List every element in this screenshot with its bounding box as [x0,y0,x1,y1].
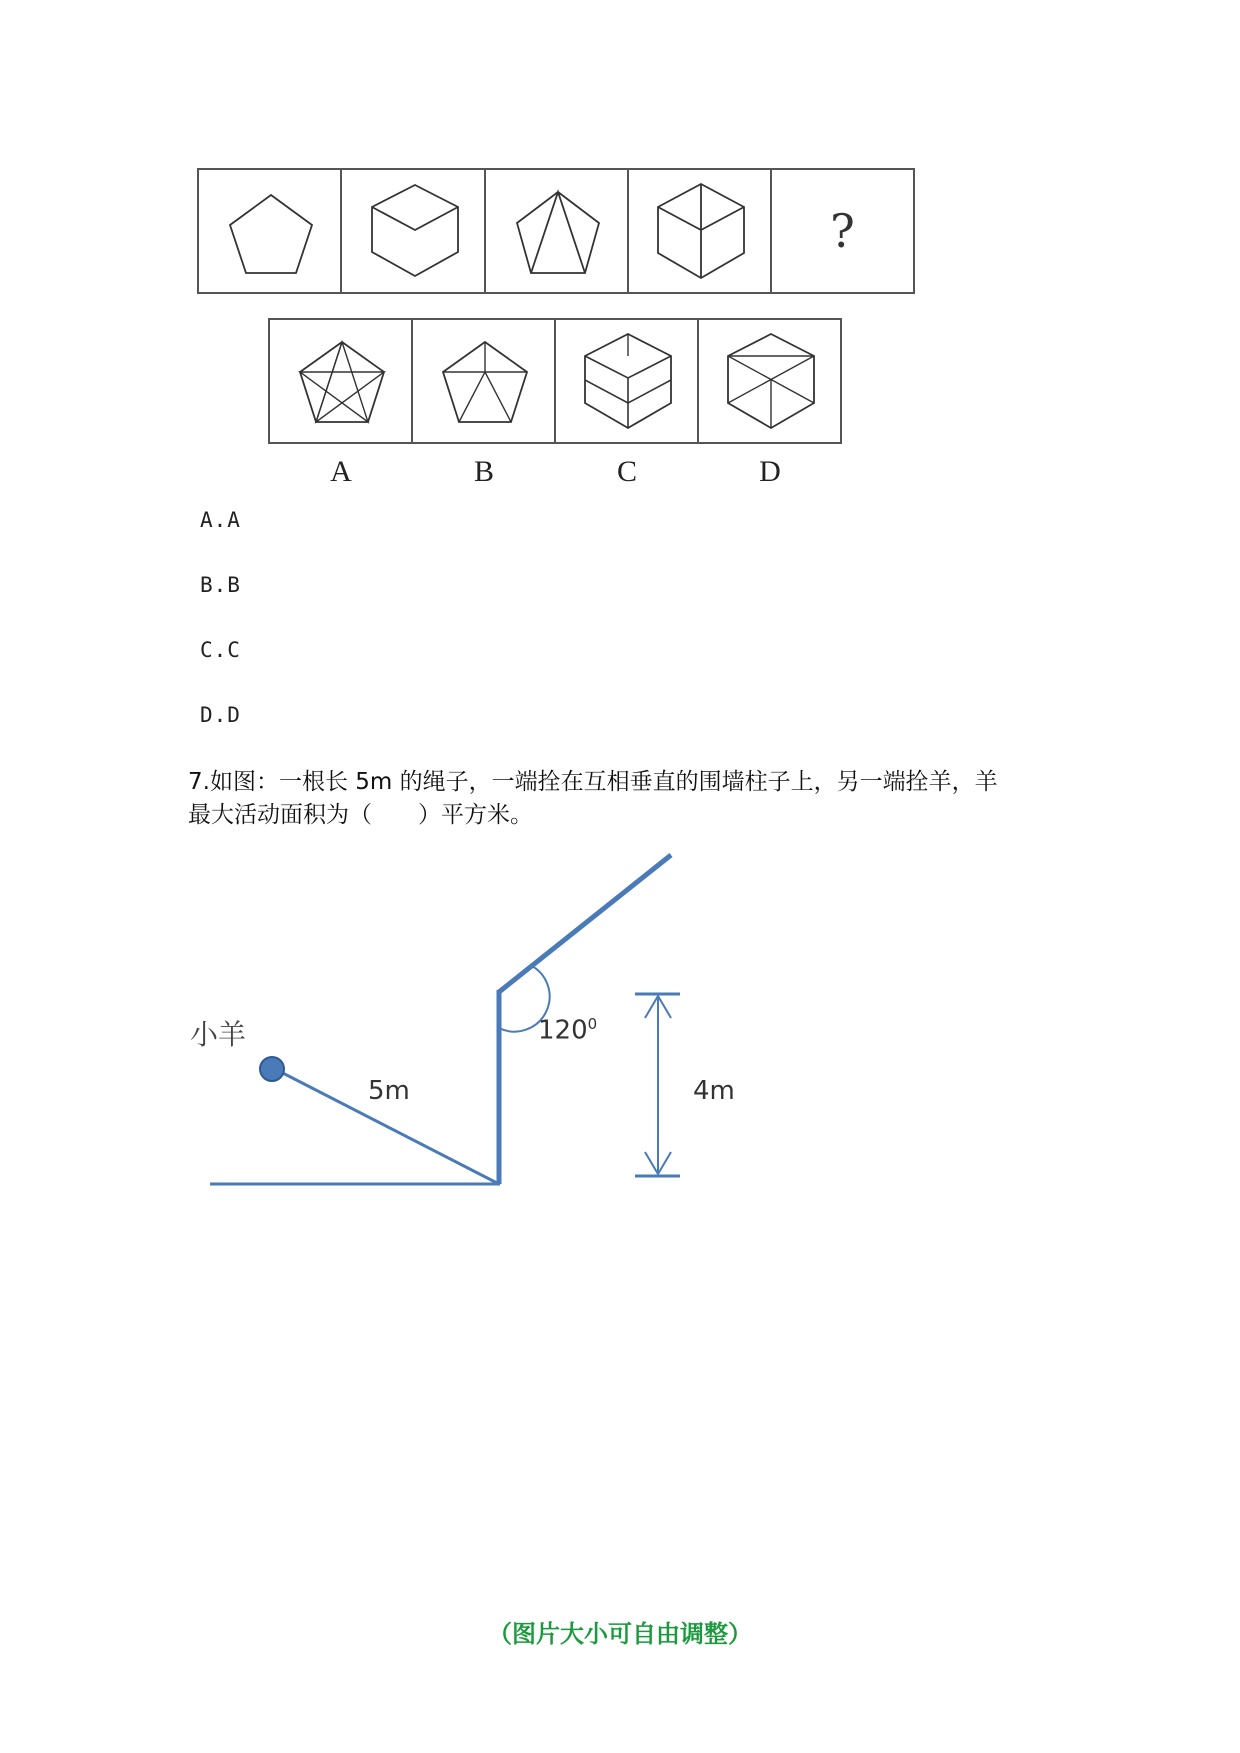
angle-degree-sup: 0 [587,1015,598,1033]
image-resize-note: （图片大小可自由调整） [488,1620,752,1648]
angle-label [538,1015,597,1046]
choice-d[interactable]: D.D [200,703,241,727]
choice-b[interactable]: B.B [200,573,241,597]
height-label: 4m [693,1076,735,1106]
choice-c[interactable]: C.C [200,638,241,662]
option-letter-b: B [473,455,494,488]
slanted-wall [499,855,671,992]
option-letter-d: D [759,455,781,488]
option-letter-c: C [616,455,637,488]
sheep-dot [260,1057,284,1081]
sheep-label: 小羊 [190,1018,247,1051]
choice-a[interactable]: A.A [200,508,241,532]
question-line-2: 最大活动面积为（ ）平方米。 [188,802,533,828]
angle-value: 120 [538,1015,588,1046]
option-letter-a: A [330,455,352,488]
question-mark: ? [830,204,855,258]
rope-length-label: 5m [368,1076,410,1106]
question-line-1: 7.如图：一根长 5m 的绳子，一端拴在互相垂直的围墙柱子上，另一端拴羊，羊 [188,769,998,795]
